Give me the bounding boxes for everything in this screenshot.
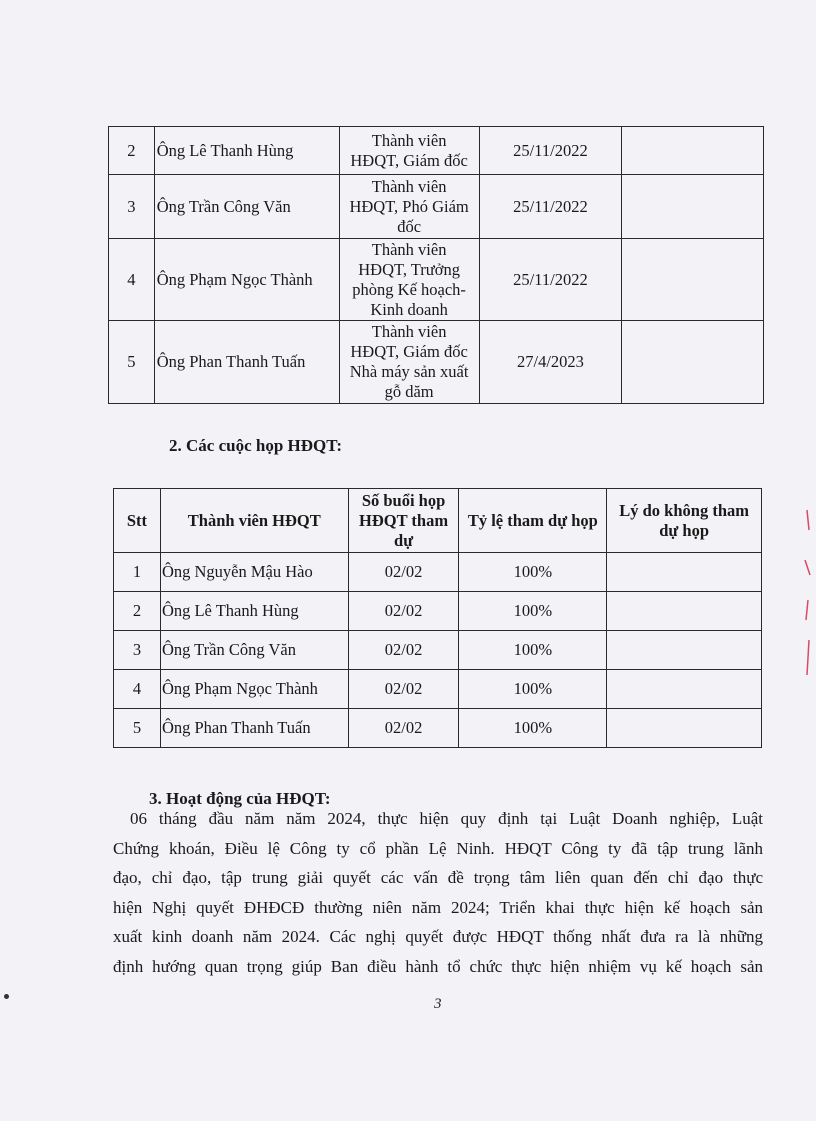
board-members-table (108, 126, 764, 404)
attendance-rate: 100% (459, 631, 607, 670)
section-3-heading: 3. Hoạt động của HĐQT: (149, 789, 331, 808)
absence-reason (607, 631, 762, 670)
member-name: Ông Trần Công Văn (154, 175, 339, 239)
row-number: 2 (114, 592, 161, 631)
member-role: Thành viên HĐQT, Giám đốc (339, 127, 479, 175)
row-number: 3 (109, 175, 155, 239)
member-role: Thành viên HĐQT, Giám đốc Nhà máy sản xuất gỗ dăm (339, 321, 479, 404)
appointment-date: 25/11/2022 (479, 175, 621, 239)
row-number: 1 (114, 553, 161, 592)
row-number: 5 (114, 709, 161, 748)
section-2-heading: 2. Các cuộc họp HĐQT: (169, 436, 342, 455)
attendance-rate: 100% (459, 592, 607, 631)
sessions-attended: 02/02 (348, 709, 459, 748)
sessions-attended: 02/02 (348, 670, 459, 709)
board-meetings-table (113, 488, 762, 748)
table-row (114, 553, 762, 592)
table-row (109, 321, 764, 404)
scan-dot (4, 994, 9, 999)
table-row (114, 709, 762, 748)
member-name: Ông Phạm Ngọc Thành (154, 239, 339, 321)
row-number: 5 (109, 321, 155, 404)
note-cell (622, 239, 764, 321)
paragraph-line: Chứng khoán, Điều lệ Công ty cổ phần Lệ Ninh. HĐQT Công ty đã tập trung lãnh (113, 838, 763, 858)
column-header-no: Stt (114, 489, 161, 553)
sessions-attended: 02/02 (348, 631, 459, 670)
member-name: Ông Nguyễn Mậu Hào (160, 553, 348, 592)
member-name: Ông Phan Thanh Tuấn (160, 709, 348, 748)
section-3-paragraph (113, 804, 763, 981)
column-header-rate: Tỷ lệ tham dự họp (459, 489, 607, 553)
member-name: Ông Phan Thanh Tuấn (154, 321, 339, 404)
member-name: Ông Lê Thanh Hùng (160, 592, 348, 631)
attendance-rate: 100% (459, 553, 607, 592)
attendance-rate: 100% (459, 709, 607, 748)
table-row (114, 670, 762, 709)
page-number: 3 (434, 996, 442, 1012)
row-number: 4 (114, 670, 161, 709)
column-header-member: Thành viên HĐQT (160, 489, 348, 553)
appointment-date: 25/11/2022 (479, 127, 621, 175)
note-cell (622, 127, 764, 175)
member-name: Ông Lê Thanh Hùng (154, 127, 339, 175)
paragraph-line: hiện Nghị quyết ĐHĐCĐ thường niên năm 2024; Triển khai thực hiện kế hoạch sản (113, 897, 763, 917)
member-name: Ông Phạm Ngọc Thành (160, 670, 348, 709)
column-header-sessions: Số buổi họp HĐQT tham dự (348, 489, 459, 553)
appointment-date: 27/4/2023 (479, 321, 621, 404)
table-row (109, 175, 764, 239)
table-header-row (114, 489, 762, 553)
paragraph-line: định hướng quan trọng giúp Ban điều hành tổ chức thực hiện nhiệm vụ kế hoạch sản (113, 956, 763, 976)
row-number: 3 (114, 631, 161, 670)
row-number: 2 (109, 127, 155, 175)
sessions-attended: 02/02 (348, 553, 459, 592)
member-role: Thành viên HĐQT, Trưởng phòng Kế hoạch- Kinh doanh (339, 239, 479, 321)
table-row (109, 127, 764, 175)
absence-reason (607, 709, 762, 748)
appointment-date: 25/11/2022 (479, 239, 621, 321)
paragraph-line: đạo, chỉ đạo, tập trung giải quyết các vấn đề trọng tâm liên quan đến chỉ đạo thực (113, 868, 763, 887)
note-cell (622, 175, 764, 239)
column-header-reason: Lý do không tham dự họp (607, 489, 762, 553)
table-row (114, 631, 762, 670)
table-row (114, 592, 762, 631)
table-row (109, 239, 764, 321)
stamp-edge-mark (801, 500, 813, 680)
paragraph-line: 06 tháng đầu năm năm 2024, thực hiện quy định tại Luật Doanh nghiệp, Luật (130, 809, 763, 828)
absence-reason (607, 553, 762, 592)
absence-reason (607, 670, 762, 709)
paragraph-line: xuất kinh doanh năm 2024. Các nghị quyết được HĐQT thống nhất đưa ra là những (113, 927, 763, 946)
sessions-attended: 02/02 (348, 592, 459, 631)
member-name: Ông Trần Công Văn (160, 631, 348, 670)
member-role: Thành viên HĐQT, Phó Giám đốc (339, 175, 479, 239)
attendance-rate: 100% (459, 670, 607, 709)
absence-reason (607, 592, 762, 631)
note-cell (622, 321, 764, 404)
row-number: 4 (109, 239, 155, 321)
